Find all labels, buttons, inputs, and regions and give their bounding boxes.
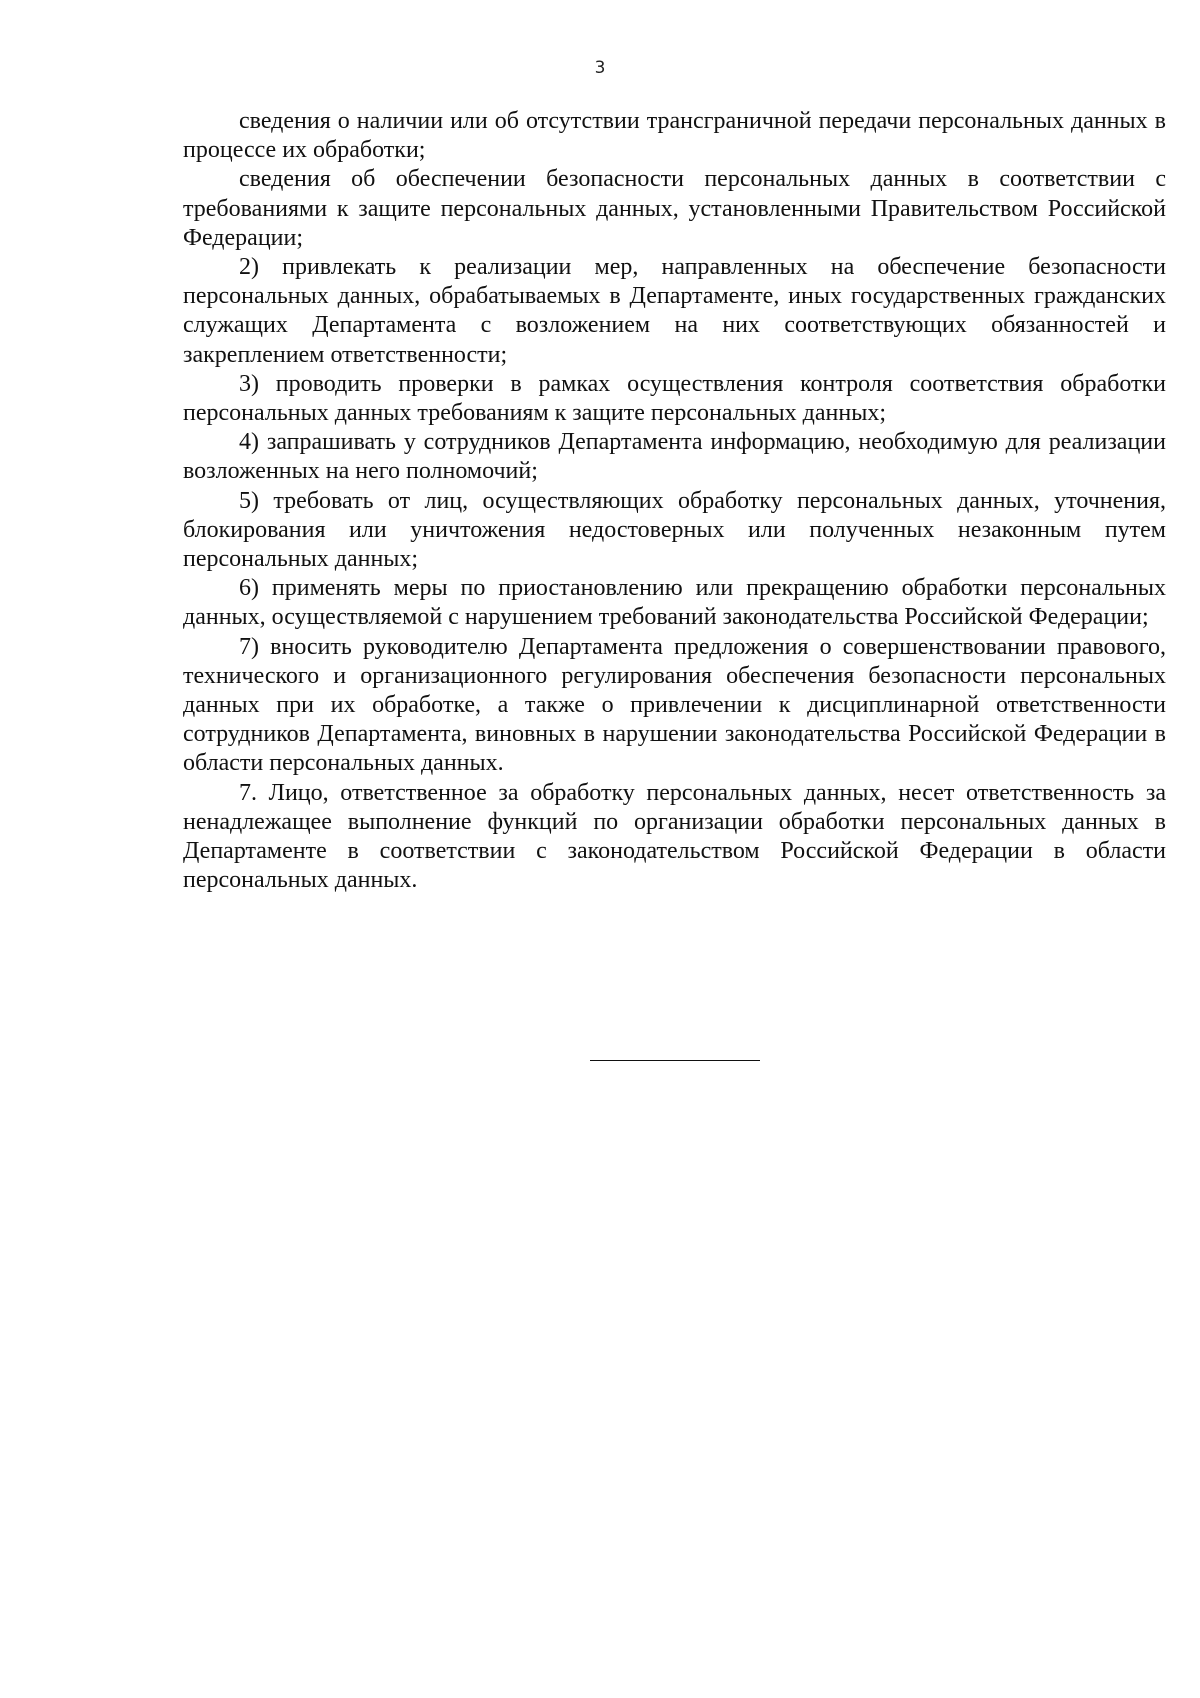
paragraph-item-6: 6) применять меры по приостановлению или прекращению обработки персональных данных, осуществляемой с нарушением требований законодательства Российской Федерации; — [183, 575, 1166, 631]
document-body — [183, 107, 1166, 895]
paragraph-item-4: 4) запрашивать у сотрудников Департамента информацию, необходимую для реализации возложенных на него полномочий; — [183, 429, 1166, 485]
paragraph-item-2: 2) привлекать к реализации мер, направленных на обеспечение безопасности персональных данных, обрабатываемых в Департаменте, иных государственных гражданских служащих Департамента с возложением на них соответствующих обязанностей и закреплением ответственности; — [183, 254, 1166, 368]
page-number: 3 — [594, 58, 606, 78]
paragraph-item-7: 7) вносить руководителю Департамента предложения о совершенствовании правового, технического и организационного регулирования обеспечения безопасности персональных данных при их обработке, а также о привлечении к дисциплинарной ответственности сотрудников Департамента, виновных в нарушении законодательства Российской Федерации в области персональных данных. — [183, 633, 1166, 777]
end-of-document-rule — [590, 1060, 760, 1061]
paragraph-item-3: 3) проводить проверки в рамках осуществления контроля соответствия обработки персональных данных требованиям к защите персональных данных; — [183, 370, 1166, 427]
paragraph-section-7: 7. Лицо, ответственное за обработку персональных данных, несет ответственность за ненадлежащее выполнение функций по организации обработки персональных данных в Департаменте в соответствии с законодательством Российской Федерации в области персональных данных. — [183, 779, 1166, 894]
paragraph-cross-border-transfer: сведения о наличии или об отсутствии трансграничной передачи персональных данных в процессе их обработки; — [183, 108, 1166, 164]
paragraph-item-5: 5) требовать от лиц, осуществляющих обработку персональных данных, уточнения, блокирования или уничтожения недостоверных или полученных незаконным путем персональных данных; — [183, 487, 1166, 573]
paragraph-security-measures: сведения об обеспечении безопасности персональных данных в соответствии с требованиями к защите персональных данных, установленными Правительством Российской Федерации; — [183, 166, 1166, 251]
